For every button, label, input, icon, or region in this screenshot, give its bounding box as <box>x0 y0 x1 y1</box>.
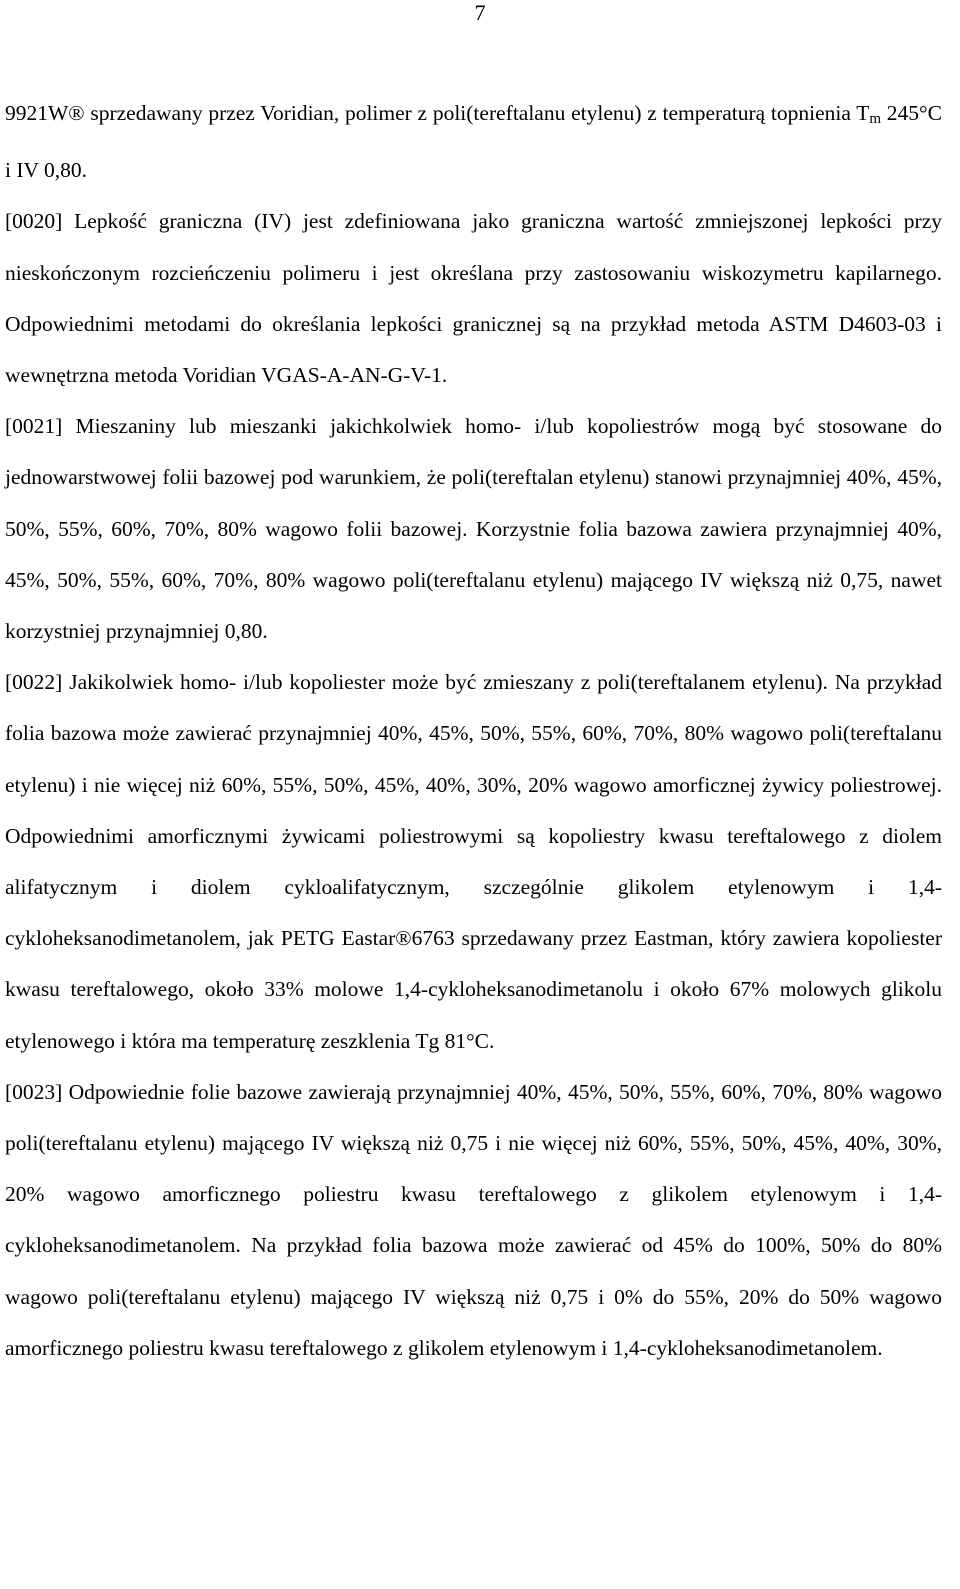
paragraph-0021: [0021] Mieszaniny lub mieszanki jakichkolwiek homo- i/lub kopoliestrów mogą być stosowane do jednowarstwowej folii bazowej pod warunkiem, że poli(tereftalan etylenu) stanowi przynajmniej 40%, 45%, 50%, 55%, 60%, 70%, 80% wagowo folii bazowej. Korzystnie folia bazowa zawiera przynajmniej 40%, 45%, 50%, 55%, 60%, 70%, 80% wagowo poli(tereftalanu etylenu) mającego IV większą niż 0,75, nawet korzystniej przynajmniej 0,80. <box>5 414 942 644</box>
intro-text: 9921W® sprzedawany przez Voridian, polimer z poli(tereftalanu etylenu) z temperaturą topnienia T <box>5 101 870 125</box>
paragraph-0020: [0020] Lepkość graniczna (IV) jest zdefiniowana jako graniczna wartość zmniejszonej lepkości przy nieskończonym rozcieńczeniu polimeru i jest określana przy zastosowaniu wiskozymetru kapilarnego. Odpowiednimi metodami do określania lepkości granicznej są na przykład metoda ASTM D4603-03 i wewnętrzna metoda Voridian VGAS-A-AN-G-V-1. <box>5 209 942 388</box>
paragraph-0023: [0023] Odpowiednie folie bazowe zawierają przynajmniej 40%, 45%, 50%, 55%, 60%, 70%, 80% wagowo poli(tereftalanu etylenu) mającego IV większą niż 0,75 i nie więcej niż 60%, 55%, 50%, 45%, 40%, 30%, 20% wagowo amorficznego poliestru kwasu tereftalowego z glikolem etylenowym i 1,4-cykloheksanodimetanolem. Na przykład folia bazowa może zawierać od 45% do 100%, 50% do 80% wagowo poli(tereftalanu etylenu) mającego IV większą niż 0,75 i 0% do 55%, 20% do 50% wagowo amorficznego poliestru kwasu tereftalowego z glikolem etylenowym i 1,4-cykloheksanodimetanolem. <box>5 1079 942 1360</box>
melting-temp-subscript: m <box>869 111 882 127</box>
page-number: 7 <box>474 0 486 25</box>
paragraph-intro <box>5 88 942 196</box>
intro-text-end: 245°C i IV 0,80. <box>5 101 942 183</box>
paragraph-0022: [0022] Jakikolwiek homo- i/lub kopoliester może być zmieszany z poli(tereftalanem etylenu). Na przykład folia bazowa może zawierać przynajmniej 40%, 45%, 50%, 55%, 60%, 70%, 80% wagowo poli(tereftalanu etylenu) i nie więcej niż 60%, 55%, 50%, 45%, 40%, 30%, 20% wagowo amorficznej żywicy poliestrowej. Odpowiednimi amorficznymi żywicami poliestrowymi są kopoliestry kwasu tereftalowego z diolem alifatycznym i diolem cykloalifatycznym, szczególnie glikolem etylenowym i 1,4-cykloheksanodimetanolem, jak PETG Eastar®6763 sprzedawany przez Eastman, który zawiera kopoliester kwasu tereftalowego, około 33% molowe 1,4-cykloheksanodimetanolu i około 67% molowych glikolu etylenowego i która ma temperaturę zeszklenia Tg 81°C. <box>5 670 942 1053</box>
document-body <box>5 88 942 1374</box>
